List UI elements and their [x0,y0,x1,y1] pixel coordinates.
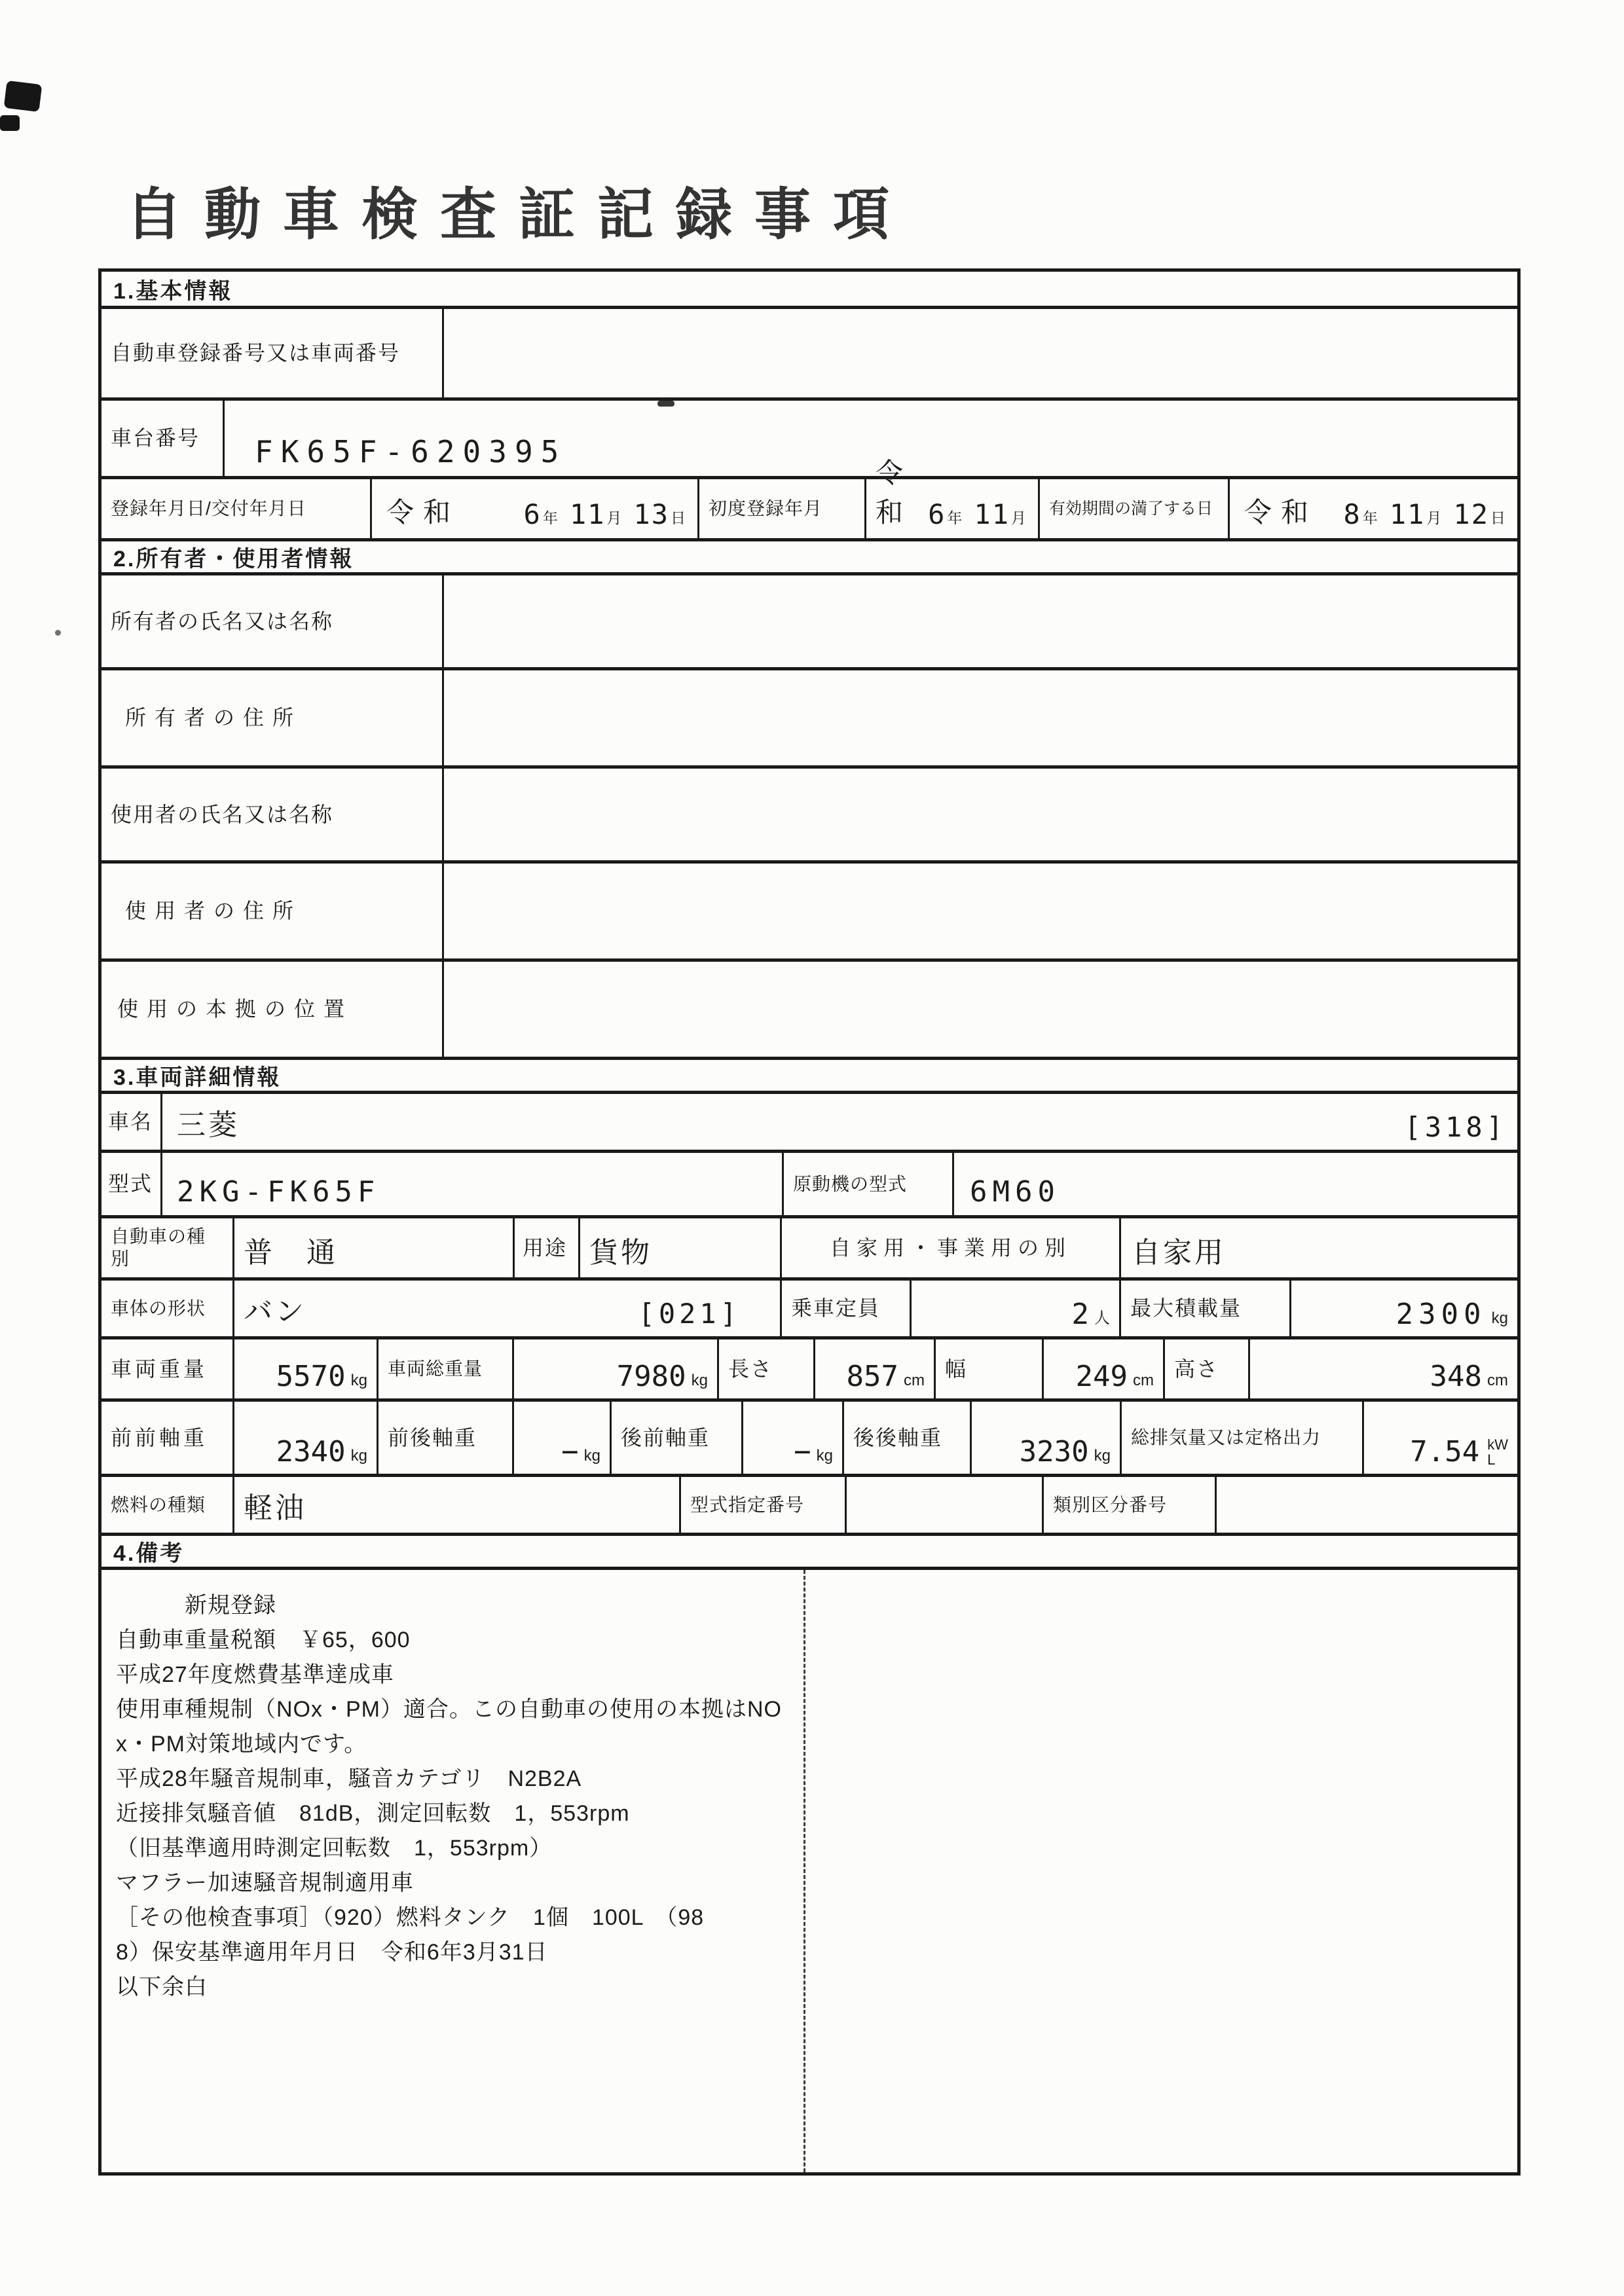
chassis-number-value: FK65F-620395 [223,401,1517,476]
first-registration-value [864,458,1038,538]
height-number: 348 [1430,1360,1482,1393]
length-unit: cm [904,1372,925,1389]
body-shape-label: 車体の形状 [111,1298,206,1319]
width-value [1042,1339,1163,1398]
remarks-line: 使用車種規制（NOx・PM）適合。この自動車の使用の本拠はNO [116,1697,782,1722]
kw-unit: kW [1487,1436,1508,1453]
dates-row [101,458,1517,538]
date-year: 6 年 [928,498,963,530]
body-shape-text: バン [244,1296,306,1328]
date-month: 11 月 [974,498,1026,530]
date-day: 12 日 [1453,498,1505,530]
rear-front-axle-value [741,1402,842,1474]
chassis-number-row [101,397,1517,476]
model-value: 2KG-FK65F [160,1153,782,1215]
user-address-row [101,860,1517,958]
remarks-line: マフラー加速騒音規制適用車 [116,1870,414,1895]
vehicle-weight-label: 車両重量 [111,1357,208,1381]
rear-rear-axle-label: 後後軸重 [842,1402,970,1474]
rear-front-axle-label: 後前軸重 [610,1402,741,1474]
user-address-label: 使用者の住所 [125,899,303,923]
front-rear-axle-value [512,1402,610,1474]
chassis-number-label: 車台番号 [111,426,200,450]
engine-model-label: 原動機の型式 [782,1153,952,1215]
model-row [101,1150,1517,1215]
owner-name-value [442,575,1517,667]
date-month: 11 月 [1389,498,1442,530]
first-registration-label: 初度登録年月 [697,479,864,538]
height-value [1248,1339,1517,1398]
section-basic-heading: 1.基本情報 [113,278,233,304]
vehicle-name-row [101,1091,1517,1150]
height-label: 高さ [1163,1339,1248,1398]
max-load-number: 2300 [1395,1298,1486,1331]
use-label: 用途 [513,1218,578,1277]
gross-weight-number: 7980 [616,1360,686,1393]
width-number: 249 [1075,1360,1128,1393]
rear-rear-axle-unit: kg [1094,1447,1111,1465]
type-approval-label: 型式指定番号 [679,1477,845,1533]
owner-address-label: 所有者の住所 [125,706,303,730]
remarks-line: 自動車重量税額 ￥65，600 [116,1628,411,1652]
class-number-value [1215,1477,1517,1533]
front-front-axle-value [232,1402,377,1474]
vehicle-weight-unit: kg [350,1372,367,1389]
reg-number-label: 自動車登録番号又は車両番号 [111,341,401,365]
rear-front-axle-number: − [794,1435,811,1468]
expiry-date-label: 有効期間の満了する日 [1038,479,1228,538]
date-month: 11 月 [569,498,622,530]
fuel-row [101,1474,1517,1533]
era-text: 令和 [876,458,905,528]
capacity-unit: 人 [1094,1309,1110,1327]
expiry-date-value [1228,479,1517,538]
vehicle-weight-number: 5570 [276,1360,346,1393]
remarks-line: 8）保安基準適用年月日 令和6年3月31日 [116,1940,548,1965]
owner-name-row [101,572,1517,667]
width-unit: cm [1133,1372,1154,1389]
capacity-value [910,1281,1119,1336]
kw-per-l-unit [1487,1437,1508,1468]
private-business-label: 自家用・事業用の別 [780,1218,1119,1277]
section-owner-heading: 2.所有者・使用者情報 [113,547,354,572]
gross-weight-unit: kg [691,1372,708,1389]
axle-weights-row [101,1398,1517,1474]
base-location-value [442,962,1517,1057]
max-load-label: 最大積載量 [1119,1281,1289,1336]
type-approval-value [845,1477,1042,1533]
width-label: 幅 [934,1339,1042,1398]
remarks-line: 近接排気騒音値 81dB，測定回転数 1，553rpm [116,1801,630,1826]
category-label: 自動車の種別 [111,1226,206,1269]
length-label: 長さ [717,1339,813,1398]
section-remarks-heading: 4.備考 [113,1541,185,1566]
displacement-power-number: 7.54 [1410,1435,1480,1468]
body-shape-code: [021] [638,1298,741,1330]
reg-number-row [101,306,1517,397]
body-shape-value [232,1281,780,1336]
user-name-value [442,769,1517,860]
scan-artifact [4,81,43,112]
front-front-axle-unit: kg [350,1447,367,1465]
l-unit: L [1487,1451,1496,1468]
section-basic-header [101,272,1517,306]
vehicle-weight-value [232,1339,377,1398]
max-load-value [1289,1281,1517,1336]
reg-number-value [442,309,1517,397]
vehicle-name-text: 三菱 [177,1109,240,1141]
gross-weight-label: 車両総重量 [377,1339,512,1398]
height-unit: cm [1487,1372,1508,1389]
date-year: 6 年 [523,498,558,530]
rear-front-axle-unit: kg [816,1447,833,1465]
registration-date-label: 登録年月日/交付年月日 [111,498,306,519]
front-front-axle-label: 前前軸重 [111,1425,208,1449]
owner-address-row [101,667,1517,765]
front-front-axle-number: 2340 [276,1435,346,1468]
class-number-label: 類別区分番号 [1042,1477,1215,1533]
length-number: 857 [846,1360,898,1393]
remarks-line: ［その他検査事項］（920）燃料タンク 1個 100L （98 [116,1905,705,1930]
scan-artifact [0,115,20,131]
page-title: 自動車検査証記録事項 [126,181,912,247]
capacity-number: 2 [1071,1298,1089,1331]
rear-rear-axle-value [970,1402,1120,1474]
inspection-table [98,268,1521,2176]
scan-artifact [55,630,61,636]
use-value: 貨物 [578,1218,780,1277]
front-rear-axle-label: 前後軸重 [377,1402,512,1474]
remarks-line: 平成28年騒音規制車，騒音カテゴリ N2B2A [116,1766,582,1791]
vehicle-name-code: [318] [1404,1111,1507,1143]
user-address-value [442,864,1517,958]
base-location-label: 使用の本拠の位置 [117,997,354,1021]
remarks-line: （旧基準適用時測定回転数 1，553rpm） [116,1836,553,1861]
user-name-label: 使用者の氏名又は名称 [111,802,334,826]
fuel-type-label: 燃料の種類 [111,1494,206,1515]
weights-row [101,1336,1517,1398]
date-year: 8 年 [1343,498,1378,530]
vehicle-name-value [160,1094,1517,1150]
capacity-label: 乗車定員 [780,1281,910,1336]
vehicle-name-label: 車名 [108,1110,153,1134]
section-vehicle-header [101,1057,1517,1091]
date-day: 13 日 [633,498,686,530]
displacement-power-label: 総排気量又は定格出力 [1120,1402,1362,1474]
section-remarks-header [101,1533,1517,1567]
max-load-unit: kg [1491,1309,1508,1327]
category-value: 普 通 [232,1218,513,1277]
gross-weight-value [512,1339,717,1398]
displacement-power-value [1362,1402,1517,1474]
base-location-row [101,958,1517,1057]
front-rear-axle-number: − [561,1435,579,1468]
remarks-line: 以下余白 [116,1975,208,1999]
section-owner-header [101,538,1517,572]
fuel-type-value: 軽油 [232,1477,679,1533]
remarks-line: 平成27年度燃費基準達成車 [116,1662,394,1687]
private-business-value: 自家用 [1119,1218,1517,1277]
engine-model-value: 6M60 [952,1153,1517,1215]
owner-name-label: 所有者の氏名又は名称 [111,609,334,633]
remarks-line: x・PM対策地域内です。 [116,1732,367,1757]
era-text: 令和 [386,497,460,528]
model-label: 型式 [108,1172,153,1196]
length-value [813,1339,934,1398]
era-text: 令和 [1244,497,1318,528]
remarks-box [101,1570,1517,2172]
remarks-divider [803,1570,805,2172]
remarks-line: 新規登録 [116,1593,276,1618]
body-shape-row [101,1277,1517,1336]
owner-address-value [442,670,1517,765]
remarks-row [101,1567,1517,2172]
category-row [101,1215,1517,1277]
section-vehicle-heading: 3.車両詳細情報 [113,1065,282,1090]
rear-rear-axle-number: 3230 [1019,1435,1089,1468]
user-name-row [101,765,1517,860]
registration-date-value [370,479,697,538]
front-rear-axle-unit: kg [583,1447,600,1465]
